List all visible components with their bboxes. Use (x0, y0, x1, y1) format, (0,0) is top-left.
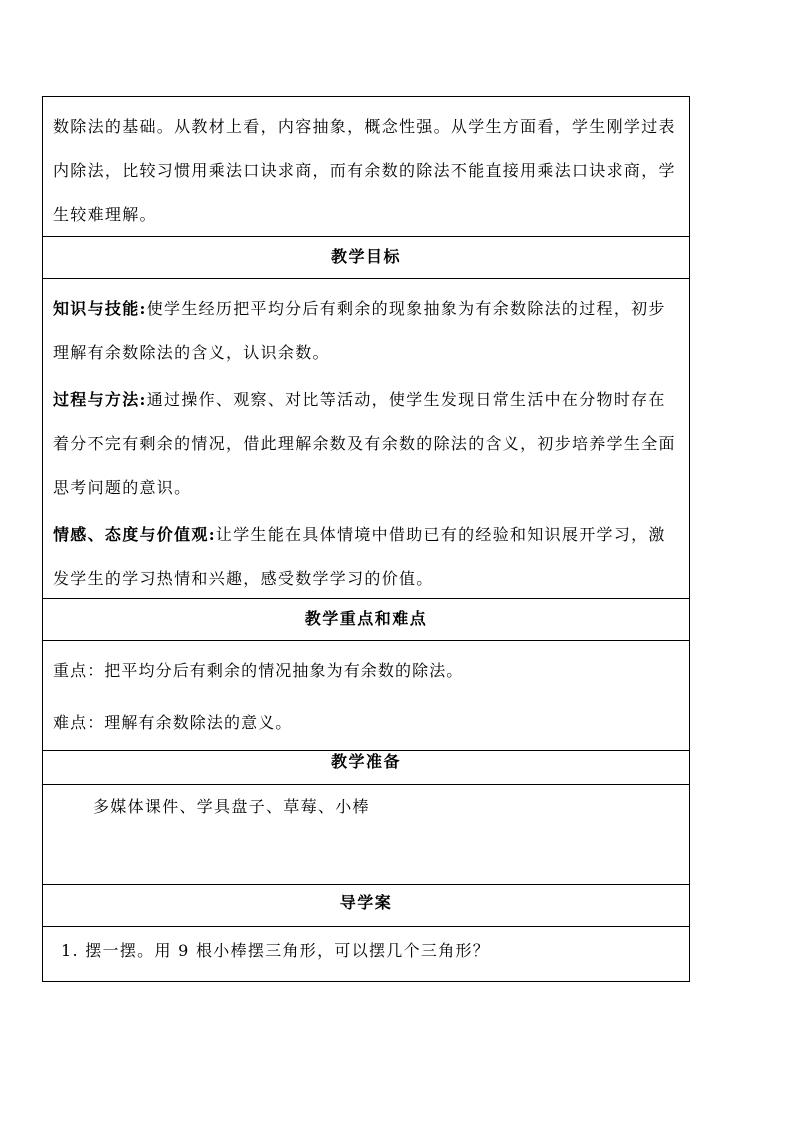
analysis-cell (43, 97, 689, 236)
preparation-heading: 教学准备 (43, 750, 689, 784)
guide-item-1: 1. 摆一摆。用 9 根小棒摆三角形，可以摆几个三角形？ (61, 941, 491, 960)
emotion-goal (53, 513, 683, 601)
knowledge-goal (53, 287, 683, 375)
difficulty-text: 难点：理解有余数除法的意义。 (53, 713, 293, 732)
process-goal (53, 378, 683, 510)
emotion-label: 情感、态度与价值观: (53, 525, 216, 544)
preparation-text: 多媒体课件、学具盘子、草莓、小棒 (93, 797, 370, 816)
goals-cell (43, 278, 689, 598)
emotion-text: 让学生能在具体情境中借助已有的经验和知识展开学习，激发学生的学习热情和兴趣，感受数学学习的价值。 (53, 525, 666, 588)
process-label: 过程与方法: (53, 390, 147, 409)
guide-heading: 导学案 (43, 884, 689, 926)
key-points-cell (43, 640, 689, 750)
preparation-cell (43, 784, 689, 884)
analysis-text: 数除法的基础。从教材上看，内容抽象，概念性强。从学生方面看，学生刚学过表内除法，比较习惯用乘法口诀求商，而有余数的除法不能直接用乘法口诀求商，学生较难理解。 (53, 117, 676, 224)
process-text: 通过操作、观察、对比等活动，使学生发现日常生活中在分物时存在着分不完有剩余的情况，借此理解余数及有余数的除法的含义，初步培养学生全面思考问题的意识。 (53, 390, 676, 497)
knowledge-text: 使学生经历把平均分后有剩余的现象抽象为有余数除法的过程，初步理解有余数除法的含义，认识余数。 (53, 299, 666, 362)
key-points-heading: 教学重点和难点 (43, 598, 689, 640)
goals-heading: 教学目标 (43, 236, 689, 278)
guide-cell (43, 926, 689, 981)
focus-text: 重点：把平均分后有剩余的情况抽象为有余数的除法。 (53, 661, 464, 680)
knowledge-label: 知识与技能: (53, 299, 147, 318)
lesson-plan-table (42, 96, 690, 982)
